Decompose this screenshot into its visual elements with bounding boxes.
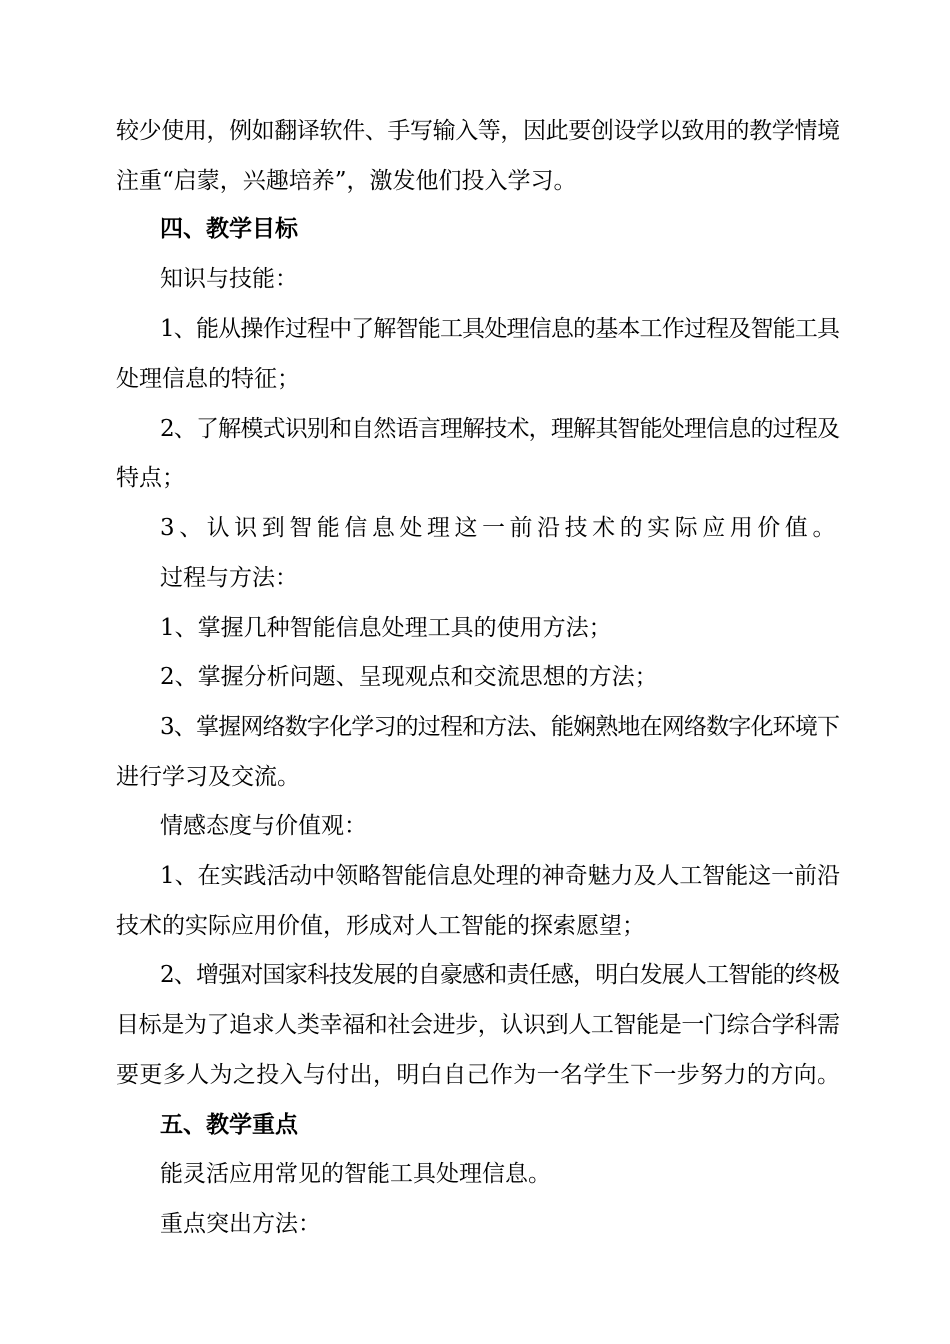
text-line: 特点；	[116, 465, 185, 491]
text-line: 进行学习及交流。	[116, 764, 300, 790]
list-item: 3、认识到智能信息处理这一前沿技术的实际应用价值。	[160, 515, 840, 541]
list-item: 2、增强对国家科技发展的自豪感和责任感，明白发展人工智能的终极	[160, 962, 840, 988]
subheading: 过程与方法：	[160, 565, 298, 591]
text-line: 处理信息的特征；	[116, 366, 300, 392]
section-heading: 五、教学重点	[160, 1111, 298, 1138]
text-line: 能灵活应用常见的智能工具处理信息。	[160, 1161, 551, 1187]
text-line: 目标是为了追求人类幸福和社会进步，认识到人工智能是一门综合学科需	[116, 1012, 840, 1038]
subheading: 重点突出方法：	[160, 1211, 321, 1237]
text-line: 较少使用，例如翻译软件、手写输入等，因此要创设学以致用的教学情境	[116, 118, 840, 144]
text-line: 注重“启蒙，兴趣培养”，激发他们投入学习。	[116, 168, 577, 194]
list-item: 2、了解模式识别和自然语言理解技术，理解其智能处理信息的过程及	[160, 416, 840, 442]
text-line: 技术的实际应用价值，形成对人工智能的探索愿望；	[116, 913, 645, 939]
list-item: 1、在实践活动中领略智能信息处理的神奇魅力及人工智能这一前沿	[160, 863, 840, 889]
subheading: 情感态度与价值观：	[160, 813, 367, 839]
list-item: 3、掌握网络数字化学习的过程和方法、能娴熟地在网络数字化环境下	[160, 714, 840, 740]
list-item: 1、掌握几种智能信息处理工具的使用方法；	[160, 615, 612, 641]
text-line: 要更多人为之投入与付出，明白自己作为一名学生下一步努力的方向。	[116, 1062, 841, 1088]
list-item: 2、掌握分析问题、呈现观点和交流思想的方法；	[160, 664, 658, 690]
list-item: 1、能从操作过程中了解智能工具处理信息的基本工作过程及智能工具	[160, 316, 840, 342]
section-heading: 四、教学目标	[160, 215, 298, 242]
subheading: 知识与技能：	[160, 266, 298, 292]
